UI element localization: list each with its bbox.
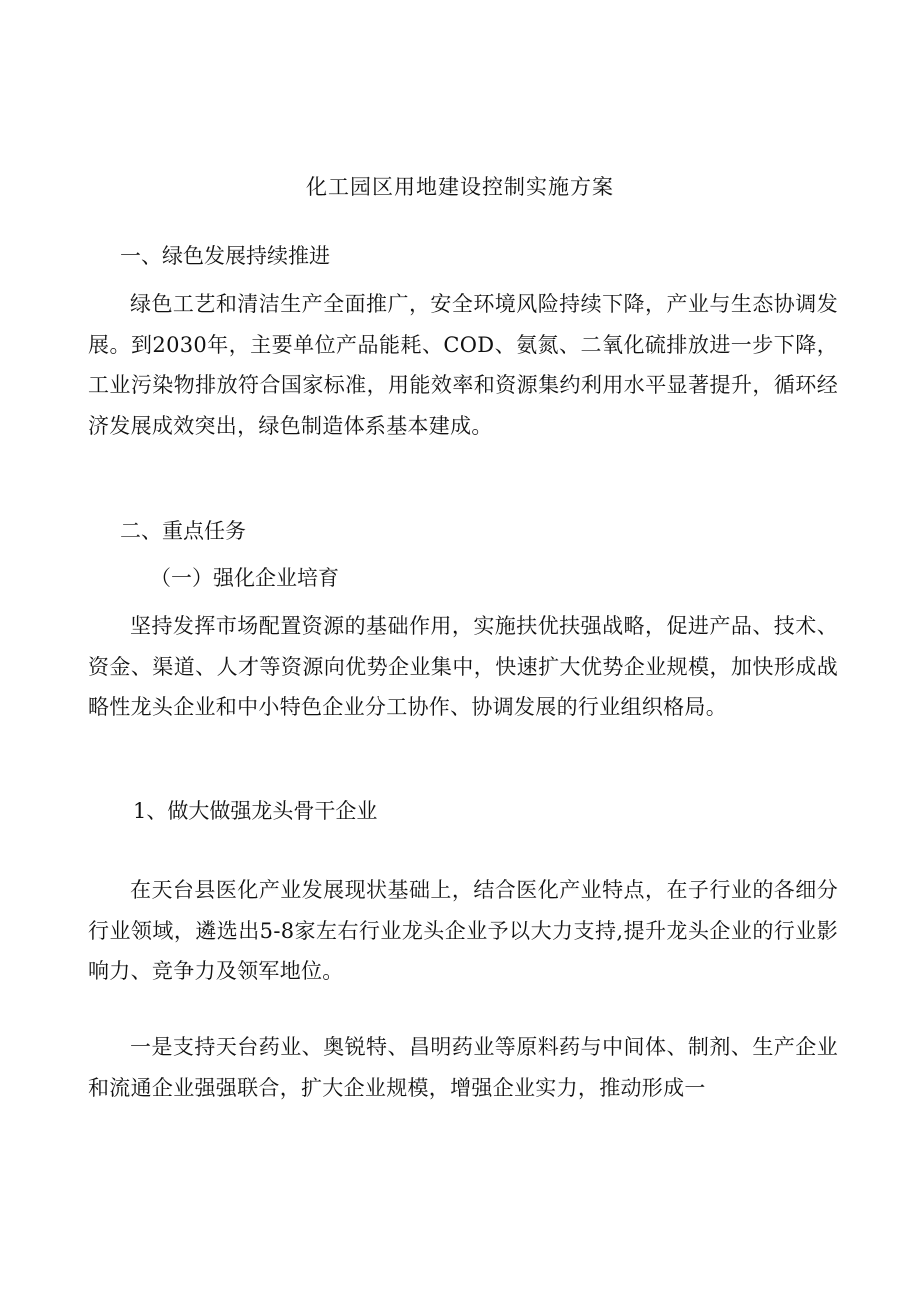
section-heading-green-development: 一、绿色发展持续推进 — [120, 244, 330, 268]
paragraph-enterprise-cultivation: 坚持发挥市场配置资源的基础作用，实施扶优扶强战略，促进产品、技术、资金、渠道、人才等资源向优势企业集中，快速扩大优势企业规模，加快形成战略性龙头企业和中小特色企业分工协作、协调发展的行业组织格局。 — [88, 614, 838, 719]
section-heading-key-tasks: 二、重点任务 — [120, 519, 246, 543]
paragraph-support-companies: 一是支持天台药业、奥锐特、昌明药业等原料药与中间体、制剂、生产企业和流通企业强强联合，扩大企业规模，增强企业实力，推动形成一 — [88, 1035, 838, 1100]
paragraph-leading-enterprises: 在天台县医化产业发展现状基础上，结合医化产业特点，在子行业的各细分行业领域，遴选出5-8家左右行业龙头企业予以大力支持,提升龙头企业的行业影响力、竞争力及领军地位。 — [88, 878, 838, 983]
subsection-heading-enterprise-cultivation: （一）强化企业培育 — [150, 566, 339, 590]
document-title: 化工园区用地建设控制实施方案 — [306, 175, 614, 199]
paragraph-green-development: 绿色工艺和清洁生产全面推广，安全环境风险持续下降，产业与生态协调发展。到2030年，主要单位产品能耗、COD、氨氮、二氧化硫排放进一步下降，工业污染物排放符合国家标准，用能效率和资源集约利用水平显著提升，循环经济发展成效突出，绿色制造体系基本建成。 — [88, 292, 838, 438]
item-heading-leading-enterprises: 1、做大做强龙头骨干企业 — [133, 799, 378, 823]
